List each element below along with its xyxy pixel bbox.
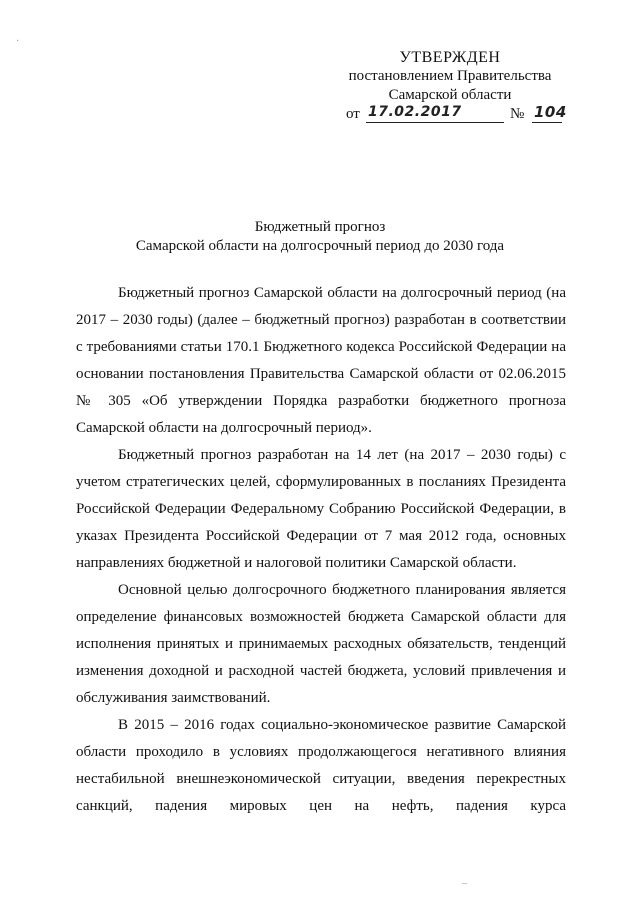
scan-speck: ·: [16, 36, 20, 47]
title-line-1: Бюджетный прогноз: [254, 219, 386, 235]
paragraph-1: Бюджетный прогноз Самарской области на долгосрочный период (на 2017 – 2030 годы) (далее – бюджетный прогноз) разработан в соответствии с требованиями статьи 170.1 Бюджетного кодекса Российской Федерации на основании постановления Правительства Самарской области от 02.06.2015 № 305 «Об утверждении Порядка разработки бюджетного прогноза Самарской области на долгосрочный период».: [76, 285, 566, 436]
date-prefix: от: [346, 106, 360, 122]
approval-heading: УТВЕРЖДЕН: [399, 49, 501, 66]
number-underline: [532, 122, 562, 123]
approval-block: [300, 48, 600, 125]
paragraph-3: Основной целью долгосрочного бюджетного планирования является определение финансовых возможностей бюджета Самарской области для исполнения принятых и принимаемых расходных обязательств, тенденций изменения доходной и расходной частей бюджета, условий привлечения и обслуживания заимствований.: [76, 582, 566, 706]
paragraph-2: Бюджетный прогноз разработан на 14 лет (на 2017 – 2030 годы) с учетом стратегических целей, сформулированных в посланиях Президента Российской Федерации Федеральному Собранию Российской Федерации, в указах Президента Российской Федерации от 7 мая 2012 года, основных направлениях бюджетной и налоговой политики Самарской области.: [76, 447, 566, 571]
number-label: №: [510, 106, 525, 122]
title-line-2: Самарской области на долгосрочный период до 2030 года: [135, 238, 505, 254]
document-title: [0, 218, 640, 256]
date-underline: [366, 122, 504, 123]
approval-line-1: постановлением Правительства: [348, 68, 552, 84]
document-body: [76, 280, 566, 820]
approval-line-2: Самарской области: [388, 87, 512, 103]
approval-date-row: [300, 105, 600, 125]
handwritten-number: 104: [534, 103, 567, 121]
handwritten-date: 17.02.2017: [368, 104, 462, 120]
scan-speck: ‒: [462, 878, 467, 889]
paragraph-4: В 2015 – 2016 годах социально-экономическое развитие Самарской области проходило в условиях продолжающегося негативного влияния нестабильной внешнеэкономической ситуации, введения перекрестных санкций, падения мировых цен на нефть, падения курса: [76, 717, 566, 814]
